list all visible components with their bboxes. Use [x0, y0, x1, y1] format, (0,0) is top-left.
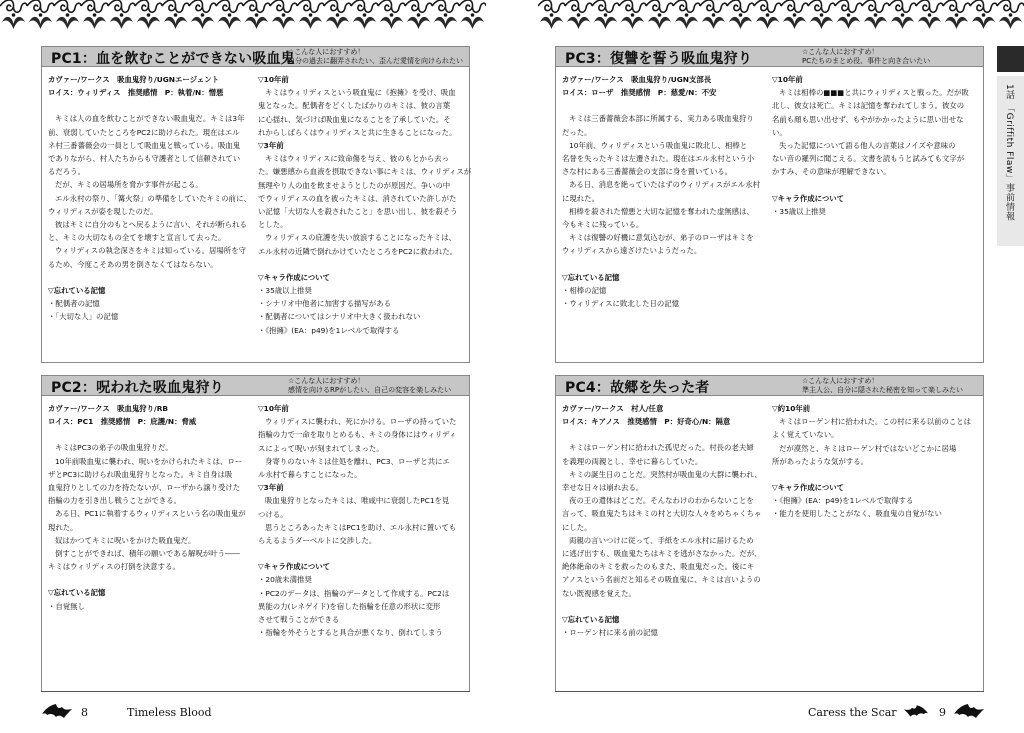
pc4-recommend [802, 377, 963, 395]
pc4-header [556, 376, 983, 396]
chapter-tab [997, 46, 1024, 72]
text-line: ある日、PC1に執着するウィリディスという名の吸血鬼が [55, 509, 246, 519]
text-line: キミはウィリディスに致命傷を与え、彼のもとから去っ [265, 154, 450, 164]
text-line: 血鬼狩りとしての力を持たないが、ローザから譲り受けた [48, 483, 241, 493]
text-line: るため、今度こそあの男を倒さなくてはならない。 [48, 259, 218, 269]
text-line: に逃げ出すも、吸血鬼たちはキミを逃がさなかった。だが、 [562, 549, 762, 559]
section-heading: ▽キャラ作成について [772, 483, 845, 493]
text-line: ・配偶者についてはシナリオ中大きく扱われない [258, 312, 421, 322]
pc4-right-column [772, 402, 980, 521]
text-line: ・能力を使用したことがなく、吸血鬼の自覚がない [772, 509, 942, 519]
ornament-motif [700, 0, 727, 29]
ornament-motif [27, 0, 54, 29]
spacer [562, 99, 767, 112]
spacer [562, 600, 767, 613]
section-heading: ロイス：ウィリディス 推奨感情 P：執着/N：憎悪 [48, 88, 224, 98]
text-line: ・35歳以上推奨 [258, 286, 312, 296]
text-line: ・《抱擁》(EA：p49)を1レベルで取得する [772, 496, 914, 506]
text-line: 10年前吸血鬼に襲われ、呪いをかけられたキミは、ロー [55, 456, 243, 466]
footer-rule-right [555, 691, 984, 692]
text-line: るだろう。 [48, 167, 85, 177]
text-line: た。嫌悪感から血液を摂取できない事にキミは、ウィリディスが [258, 167, 472, 177]
ornament-motif [108, 0, 135, 29]
text-line: 鬼となった。配偶者をどくしたばかりのキミは、彼の言葉 [258, 101, 451, 111]
pc2-recommend-heading: ☆こんな人におすすめ！ [288, 377, 365, 385]
ornament-motif [970, 0, 997, 29]
text-line: 無理やり人の血を飲ませようとしたのが原因だ。争いの中 [258, 180, 451, 190]
ornament-motif [243, 0, 270, 29]
text-line: 夜の王の遣体はどこだ。そんなわけのわからないことを [569, 496, 754, 506]
pc2-left-column [48, 402, 253, 613]
pc2-right-column [258, 402, 466, 639]
spacer [48, 99, 253, 112]
ornament-motif [324, 0, 351, 29]
text-line: 両親の言いつけに従って、手紙をエル永村に届けるため [569, 535, 754, 545]
ornament-motif [916, 0, 943, 29]
bat-wing-icon [42, 704, 72, 718]
scroll-ornament [538, 0, 1024, 32]
text-line: キミは三番薔薇会本部に所属する、実力ある吸血鬼狩り [569, 114, 754, 124]
text-line: かすみ、その意味が理解できない。 [772, 167, 891, 177]
text-line: ・PC2のデータは、指輪のデータとして作成する。PC2は [258, 588, 450, 598]
text-line: 今もキミに残っている。 [562, 220, 644, 230]
top-ornament-right [538, 0, 1024, 32]
text-line: 所があったような気がする。 [772, 456, 869, 466]
section-heading: カヴァー/ワークス 村人/任意 [562, 404, 664, 413]
pc3-right-column [772, 73, 980, 218]
section-heading: ▽3年前 [258, 141, 284, 151]
section-heading: ▽3年前 [258, 483, 284, 493]
text-line: 彼はキミに自分のもとへ戻るように言い、それが断られる [55, 220, 247, 230]
ornament-motif [351, 0, 378, 29]
ornament-motif [405, 0, 432, 29]
ornament-motif [754, 0, 781, 29]
pc1-left-column [48, 73, 253, 323]
text-line: ・ウィリディスに敗北した日の記憶 [562, 299, 680, 309]
scroll-ornament [0, 0, 486, 32]
section-heading: ▽キャラ作成について [258, 272, 331, 282]
text-line: ・ローゲン村に来る前の記憶 [562, 628, 658, 638]
pc1-right-column [258, 73, 472, 337]
section-heading: ▽10年前 [258, 404, 289, 413]
section-heading: ▽キャラ作成について [772, 193, 845, 203]
ornament-motif [781, 0, 808, 29]
text-line: 現れた。 [48, 522, 78, 532]
text-line: 指輪の力で一命を取りとめるも、キミの身体にはウィリディ [258, 430, 457, 440]
pc3-recommend [802, 48, 930, 66]
text-line: だが、キミの居場所を脅かす事件が起こる。 [55, 180, 203, 190]
section-heading: ▽忘れている記憶 [48, 588, 106, 598]
text-line: ウィリディスの執念深さをキミは知っている。居場所を守 [55, 246, 246, 256]
spacer [48, 428, 253, 441]
text-line: ウィリディスから遠ざけたいようだった。 [562, 246, 702, 256]
text-line: ・「大切な人」の記憶 [48, 312, 119, 322]
text-line: ない音の羅列に聞こえる。文書を読もうと試みても文字が [772, 154, 965, 164]
spacer [48, 573, 253, 586]
section-heading: ▽10年前 [772, 75, 803, 84]
ornament-motif [646, 0, 673, 29]
text-line: ウィリディスに襲われ、死にかける。ローザの持っていた [265, 417, 457, 427]
section-heading: カヴァー/ワークス 吸血鬼狩り/UGNエージェント [48, 75, 220, 84]
text-line: よく覚えていない。 [772, 430, 839, 440]
text-line: 10年前、ウィリディスという吸血鬼に敗北し、相棒と [569, 140, 748, 150]
text-line: にした。 [562, 522, 592, 532]
text-line: らえるようダーベルトに交渉した。 [258, 536, 377, 546]
pc1-recommend-text: 自分の過去に翻弄されたい、歪んだ愛情を向けられたい [288, 57, 463, 65]
text-line: 相棒を殺された憎悪と大切な記憶を奪われた虚無感は、 [569, 206, 754, 216]
section-heading: ▽忘れている記憶 [48, 285, 106, 295]
text-line: ・シナリオ中他者に加害する描写がある [258, 299, 391, 309]
text-line: に現れた。 [562, 193, 599, 203]
text-line: ない既視感を覚えた。 [562, 588, 636, 598]
text-line: 絶体絶命のキミを救ったのもまた、吸血鬼だった。後にキ [562, 562, 755, 572]
text-line: ウィリディスが姿を現したのだ。 [48, 206, 158, 216]
pc4-recommend-heading: ☆こんな人におすすめ！ [802, 377, 879, 385]
text-line: ネ村三番薔薇会の一員として吸血鬼と戦っている。吸血鬼 [48, 140, 241, 150]
text-line: ザとPC3に助けられ吸血鬼狩りとなった。キミ自身は吸 [48, 469, 233, 479]
ornament-motif [135, 0, 162, 29]
ornament-motif [81, 0, 108, 29]
spacer [772, 468, 980, 481]
text-line: キミはPC3の弟子の吸血鬼狩りだ。 [55, 443, 173, 453]
text-line: ル永村で暮らすことになった。 [258, 470, 362, 480]
pc3-title: PC3：復讐を誓う吸血鬼狩り [565, 51, 753, 67]
ornament-motif [727, 0, 754, 29]
section-heading: ▽10年前 [258, 75, 289, 84]
text-line: 北し、彼女は死亡。キミは記憶を奪われてしまう。彼女の [772, 101, 965, 111]
pc3-panel [555, 46, 984, 363]
text-line: 言って、吸血鬼たちはキミの村と大切な人々をめちゃくちゃ [562, 509, 762, 519]
text-line: れからしばらくはウィリディスと共に生きることになった。 [258, 127, 457, 137]
page-number-right: 9 [939, 706, 946, 719]
ornament-motif [565, 0, 592, 29]
text-line: ある日、消息を絶っていたはずのウィリディスがエル永村 [569, 180, 760, 190]
book-title-right: Caress the Scar [808, 706, 897, 719]
text-line: とした。 [258, 220, 288, 230]
ornament-motif [189, 0, 216, 29]
pc2-recommend [288, 377, 451, 395]
chapter-number: 1話 [1004, 84, 1014, 100]
text-line: い記憶「大切な人を殺されたこと」を思い出し、彼を殺そう [258, 207, 458, 217]
text-line: 名前も顔も思い出せず、もやがかかったように思い出せな [772, 114, 964, 124]
text-line: キミはローゲン村に拾われた。この村に来る以前のことは [779, 417, 972, 427]
bat-wing-icon-right-1 [904, 704, 928, 718]
text-line: に心揺れ、気づけば吸血鬼になることを了承していた。そ [258, 114, 451, 124]
pc3-recommend-text: PCたちのまとめ役、事件と向き合いたい [802, 57, 931, 65]
ornament-motif [889, 0, 916, 29]
section-heading: ロイス：キアノス 推奨感情 P：好奇心/N：隔意 [562, 417, 731, 427]
text-line: キミはローゲン村に拾われた孤児だった。村長の老夫婦 [569, 443, 754, 453]
spacer [258, 258, 466, 271]
pc2-recommend-text: 感情を向けるRPがしたい、自己の変容を楽しみたい [288, 386, 452, 394]
section-heading: ロイス：ローザ 推奨感情 P：慈愛/N：不安 [562, 88, 717, 98]
text-line: だが漠然と、キミはローゲン村ではないどこかに居場 [779, 443, 957, 453]
section-heading: カヴァー/ワークス 吸血鬼狩り/RB [48, 404, 169, 413]
text-line: キミはウィリディスの打倒を決意する。 [48, 562, 180, 572]
ornament-motif [943, 0, 970, 29]
pc3-left-column [562, 73, 767, 310]
spacer [562, 258, 767, 271]
text-line: さな村にある三番薔薇会の支部に身を置いている。 [562, 167, 732, 177]
section-heading: カヴァー/ワークス 吸血鬼狩り/UGN支部長 [562, 75, 712, 84]
pc4-recommend-text: 準主人公、自分に隠された秘密を知って楽しみたい [802, 386, 963, 394]
ornament-motif [0, 0, 27, 29]
pc3-recommend-heading: ☆こんな人におすすめ！ [802, 48, 879, 56]
text-line: キミは相棒の■■■と共にウィリディスと戦った。だが敗 [779, 88, 969, 98]
ornament-motif [432, 0, 459, 29]
text-line: ・20歳未満推奨 [258, 575, 312, 585]
top-ornament-left [0, 0, 486, 32]
text-line: 奴はかつてキミに呪いをかけた吸血鬼だ。 [55, 535, 196, 545]
pc1-panel [41, 46, 470, 363]
text-line: 思うところあったキミはPC1を助け、エル永村に置いても [265, 522, 457, 532]
chapter-label [1003, 84, 1016, 221]
ornament-motif [216, 0, 243, 29]
spacer [48, 271, 253, 284]
text-line: 前、衰弱していたところをPC2に助けられた。現在はエル [48, 127, 240, 137]
pc3-header [556, 47, 983, 67]
text-line: だった。 [562, 127, 592, 137]
text-line: ・35歳以上推奨 [772, 206, 826, 216]
text-line: キミの誕生日のことだ。突然村が吸血鬼の大群に襲われ、 [569, 469, 762, 479]
chapter-title: 「Griffith Flaw」事前情報 [1004, 103, 1014, 222]
section-heading: ▽忘れている記憶 [562, 272, 620, 282]
book-title-left: Timeless Blood [127, 706, 212, 719]
text-line: キミは人の血を飲むことができない吸血鬼だ。キミは3年 [55, 114, 245, 124]
text-line: つける。 [258, 509, 288, 519]
ornament-motif [673, 0, 700, 29]
text-line: スによって呪いが刻まれてしまった。 [258, 443, 384, 453]
ornament-motif [378, 0, 405, 29]
text-line: アノスという名前だと知るその吸血鬼に、キミは言いようの [562, 575, 761, 585]
text-line: ・《抱擁》(EA：p49)を1レベルで取得する [258, 325, 400, 335]
ornament-motif [538, 0, 565, 29]
ornament-motif [459, 0, 486, 29]
text-line: エル永村の近隣で倒れかけていたところをPC2に救われた。 [258, 246, 458, 256]
text-line: 身寄りのないキミは住処を離れ、PC3、ローザと共にエ [265, 456, 450, 466]
ornament-motif [270, 0, 297, 29]
text-line: キミは復讐の好機に意気込むが、弟子のローザはキミを [569, 233, 754, 243]
text-line: 幸せな日々は崩れ去る。 [562, 483, 644, 493]
text-line: でウィリディスの血を被ったキミは、消されていた許しがた [258, 193, 457, 203]
text-line: でありながら、村人たちからも守護者として信頼されてい [48, 154, 241, 164]
pc2-header [42, 376, 469, 396]
text-line: 名誉を失ったキミは左遷された。現在はエル永村という小 [562, 154, 755, 164]
section-heading: ▽忘れている記憶 [562, 614, 620, 624]
text-line: エル永村の祭り、「篝火祭」の準備をしていたキミの前に、 [55, 193, 251, 203]
ornament-motif [297, 0, 324, 29]
text-line: い。 [772, 127, 787, 137]
text-line: ・相棒の記憶 [562, 285, 607, 295]
text-line: ・配偶者の記憶 [48, 299, 100, 309]
pc1-recommend [288, 48, 463, 66]
text-line: と、キミの大切なもの全てを壊すと宣言して去った。 [48, 233, 226, 243]
section-heading: ロイス：PC1 推奨感情 P：庇護/N：脅威 [48, 417, 197, 427]
pc2-title: PC2：呪われた吸血鬼狩り [51, 380, 224, 396]
text-line: を義理の両親とし、幸せに暮らしていた。 [562, 456, 703, 466]
pc4-title: PC4：故郷を失った者 [565, 380, 710, 396]
pc1-header [42, 47, 469, 67]
text-line: キミはウィリディスという吸血鬼に《抱擁》を受け、吸血 [265, 88, 456, 98]
pc4-left-column [562, 402, 767, 639]
text-line: ・自覚無し [48, 601, 85, 611]
page-number-left: 8 [81, 706, 88, 719]
ornament-motif [54, 0, 81, 29]
pc4-panel [555, 375, 984, 692]
spacer [772, 179, 980, 192]
spacer [258, 547, 466, 560]
text-line: ・指輪を外そうとすると具合が悪くなり、倒れてしまう [258, 628, 443, 638]
text-line: 吸血鬼狩りとなったキミは、唯咸中に衰弱したPC1を見 [265, 496, 450, 506]
section-heading: ▽約10年前 [772, 404, 811, 413]
text-line: ウィリディスの庇護を失い放浪することになったキミは、 [265, 233, 456, 243]
pc1-recommend-heading: ☆こんな人におすすめ！ [288, 48, 365, 56]
bat-wing-icon-right-2 [954, 704, 984, 718]
spacer [562, 428, 767, 441]
ornament-motif [808, 0, 835, 29]
pc1-title: PC1：血を飲むことができない吸血鬼 [51, 51, 295, 67]
ornament-motif [997, 0, 1024, 29]
ornament-motif [619, 0, 646, 29]
ornament-motif [862, 0, 889, 29]
footer-rule-left [41, 691, 470, 692]
text-line: させて戦うことができる [258, 615, 340, 625]
section-heading: ▽キャラ作成について [258, 562, 331, 572]
pc2-panel [41, 375, 470, 692]
text-line: 指輪の力を引き出し戦うことができる。 [48, 496, 182, 506]
ornament-motif [835, 0, 862, 29]
ornament-motif [162, 0, 189, 29]
text-line: 失った記憶について語る他人の言葉はノイズや意味の [779, 141, 956, 151]
text-line: 倒すことができれば、積年の願いである解呪が叶う―― [55, 549, 240, 559]
ornament-motif [592, 0, 619, 29]
text-line: 異能の力(レネゲイド)を宿した指輪を任意の形状に変形 [258, 601, 441, 611]
